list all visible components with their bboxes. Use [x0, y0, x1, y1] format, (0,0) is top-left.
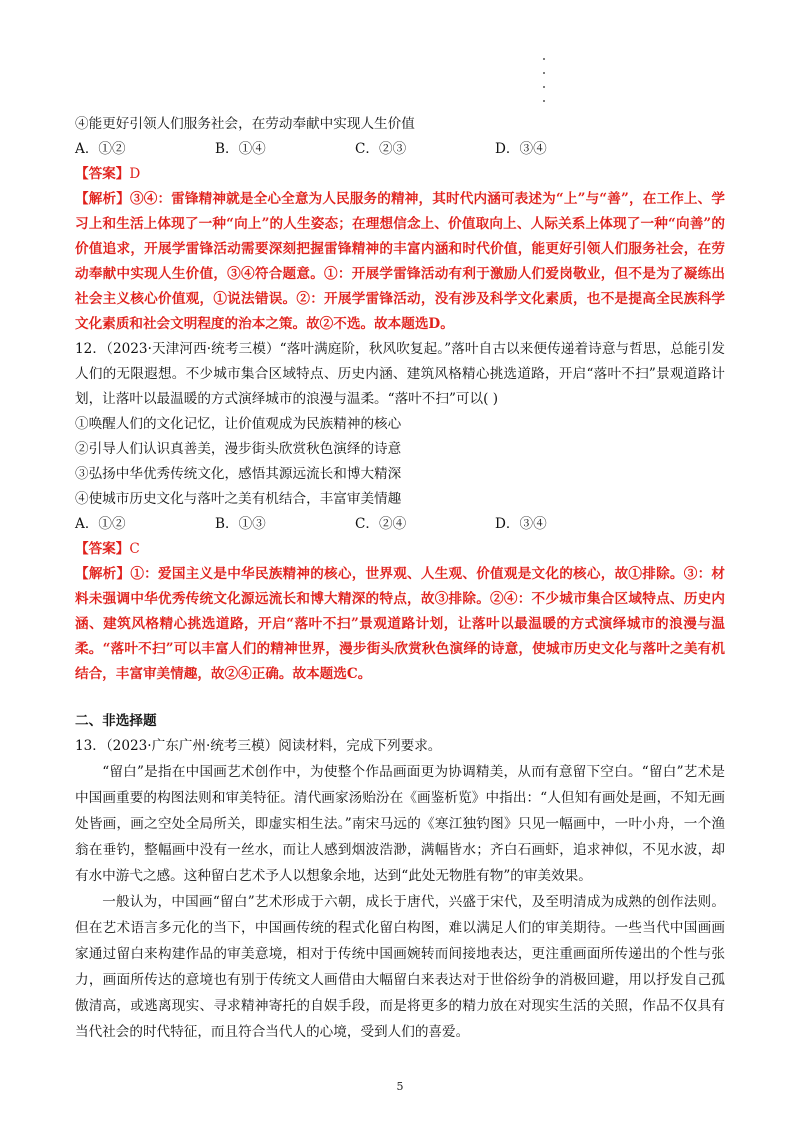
q11-answer — [75, 162, 725, 187]
q11-option-4: ④能更好引领人们服务社会，在劳动奉献中实现人生价值 — [75, 116, 415, 132]
q11-explanation-tag: 【解析】 — [75, 191, 130, 207]
q11-choice-c: C．②③ — [355, 141, 407, 157]
q11-choice-a: A．①② — [75, 141, 126, 157]
q12-answer — [75, 537, 725, 562]
q12-choice-c: C．②④ — [355, 516, 407, 532]
q13-stem: 13．（2023·广东广州·统考三模）阅读材料，完成下列要求。 — [75, 738, 442, 754]
q13-passage-paragraph-2: 一般认为，中国画“留白”艺术形成于六朝，成长于唐代，兴盛于宋代，及至明清成为成熟的创作法则。但在艺术语言多元化的当下，中国画传统的程式化留白构图，难以满足人们的审美期待。一些当代中国画画家通过留白来构建作品的审美意境，相对于传统中国画婉转而间接地表达，更注重画面所传递出的个性与张力，画面所传达的意境也有别于传统文人画借由大幅留白来表达对于世俗纷争的消极回避，用以抒发自己孤傲清高，或逃离现实、寻求精神寄托的自娱手段，而是将更多的精力放在对现实生活的关照，作品不仅具有当代社会的时代特征，而且符合当代人的心境，受到人们的喜爱。 — [75, 894, 725, 1040]
page-number: 5 — [396, 1080, 404, 1093]
header-dots — [543, 58, 547, 114]
q12-choices — [75, 512, 725, 537]
q11-explanation — [75, 187, 725, 337]
q12-stem: 12．（2023·天津河西·统考三模）“落叶满庭阶，秋风吹复起。”落叶自古以来便传递着诗意与哲思，总能引发人们的无限遐想。不少城市集合区域特点、历史内涵、建筑风格精心挑选道路，开启“落叶不扫”景观道路计划，让落叶以最温暖的方式演绎城市的浪漫与温柔。“落叶不扫”可以( ) — [75, 341, 725, 407]
q11-choice-b: B．①④ — [215, 141, 266, 157]
q12-choice-b: B．①③ — [215, 516, 266, 532]
section-title: 二、非选择题 — [75, 713, 157, 729]
q11-choices — [75, 137, 725, 162]
document-content — [75, 112, 725, 1045]
q11-answer-tag: 【答案】 — [75, 166, 130, 182]
q12-option-1: ①唤醒人们的文化记忆，让价值观成为民族精神的核心 — [75, 416, 402, 432]
q12-option-2: ②引导人们认识真善美，漫步街头欣赏秋色演绎的诗意 — [75, 441, 402, 457]
q12-option-3: ③弘扬中华优秀传统文化，感悟其源远流长和博大精深 — [75, 466, 402, 482]
q12-explanation — [75, 562, 725, 687]
q12-explanation-text: ①：爱国主义是中华民族精神的核心，世界观、人生观、价值观是文化的核心，故①排除。③：材料未强调中华优秀传统文化源远流长和博大精深的特点，故③排除。②④：不少城市集合区域特点、历史内涵、建筑风格精心挑选道路，开启“落叶不扫”景观道路计划，让落叶以最温暖的方式演绎城市的浪漫与温柔。“落叶不扫”可以丰富人们的精神世界，漫步街头欣赏秋色演绎的诗意，使城市历史文化与落叶之美有机结合，丰富审美情趣，故②④正确。故本题选C。 — [75, 566, 726, 682]
q12-answer-value: C — [129, 541, 140, 557]
q13-passage-paragraph-1: “留白”是指在中国画艺术创作中，为使整个作品画面更为协调精美，从而有意留下空白。“留白”艺术是中国画重要的构图法则和审美特征。清代画家汤贻汾在《画鉴析览》中指出：“人但知有画处是画，不知无画处皆画，画之空处全局所关，即虚实相生法。”南宋马远的《寒江独钓图》只见一幅画中，一叶小舟，一个渔翁在垂钓，整幅画中没有一丝水，而让人感到烟波浩渺，满幅皆水；齐白石画虾，追求神似，不见水波，却有水中游弋之感。这种留白艺术予人以想象余地，达到“此处无物胜有物”的审美效果。 — [75, 764, 725, 884]
q12-option-4: ④使城市历史文化与落叶之美有机结合，丰富审美情趣 — [75, 491, 402, 507]
q11-answer-value: D — [129, 166, 141, 182]
q11-choice-d: D．③④ — [495, 141, 547, 157]
q12-explanation-tag: 【解析】 — [75, 566, 131, 582]
q12-answer-tag: 【答案】 — [75, 541, 130, 557]
q12-choice-a: A．①② — [75, 516, 126, 532]
q12-choice-d: D．③④ — [495, 516, 547, 532]
q11-explanation-text: ③④：雷锋精神就是全心全意为人民服务的精神，其时代内涵可表述为“上”与“善”，在工作上、学习上和生活上体现了一种“向上”的人生姿态；在理想信念上、价值取向上、人际关系上体现了一种“向善”的价值追求，开展学雷锋活动需要深刻把握雷锋精神的丰富内涵和时代价值，能更好引领人们服务社会，在劳动奉献中实现人生价值，③④符合题意。①：开展学雷锋活动有利于激励人们爱岗敬业，但不是为了凝练出社会主义核心价值观，①说法错误。②：开展学雷锋活动，没有涉及科学文化素质，也不是提高全民族科学文化素质和社会文明程度的治本之策。故②不选。故本题选D。 — [75, 191, 726, 332]
